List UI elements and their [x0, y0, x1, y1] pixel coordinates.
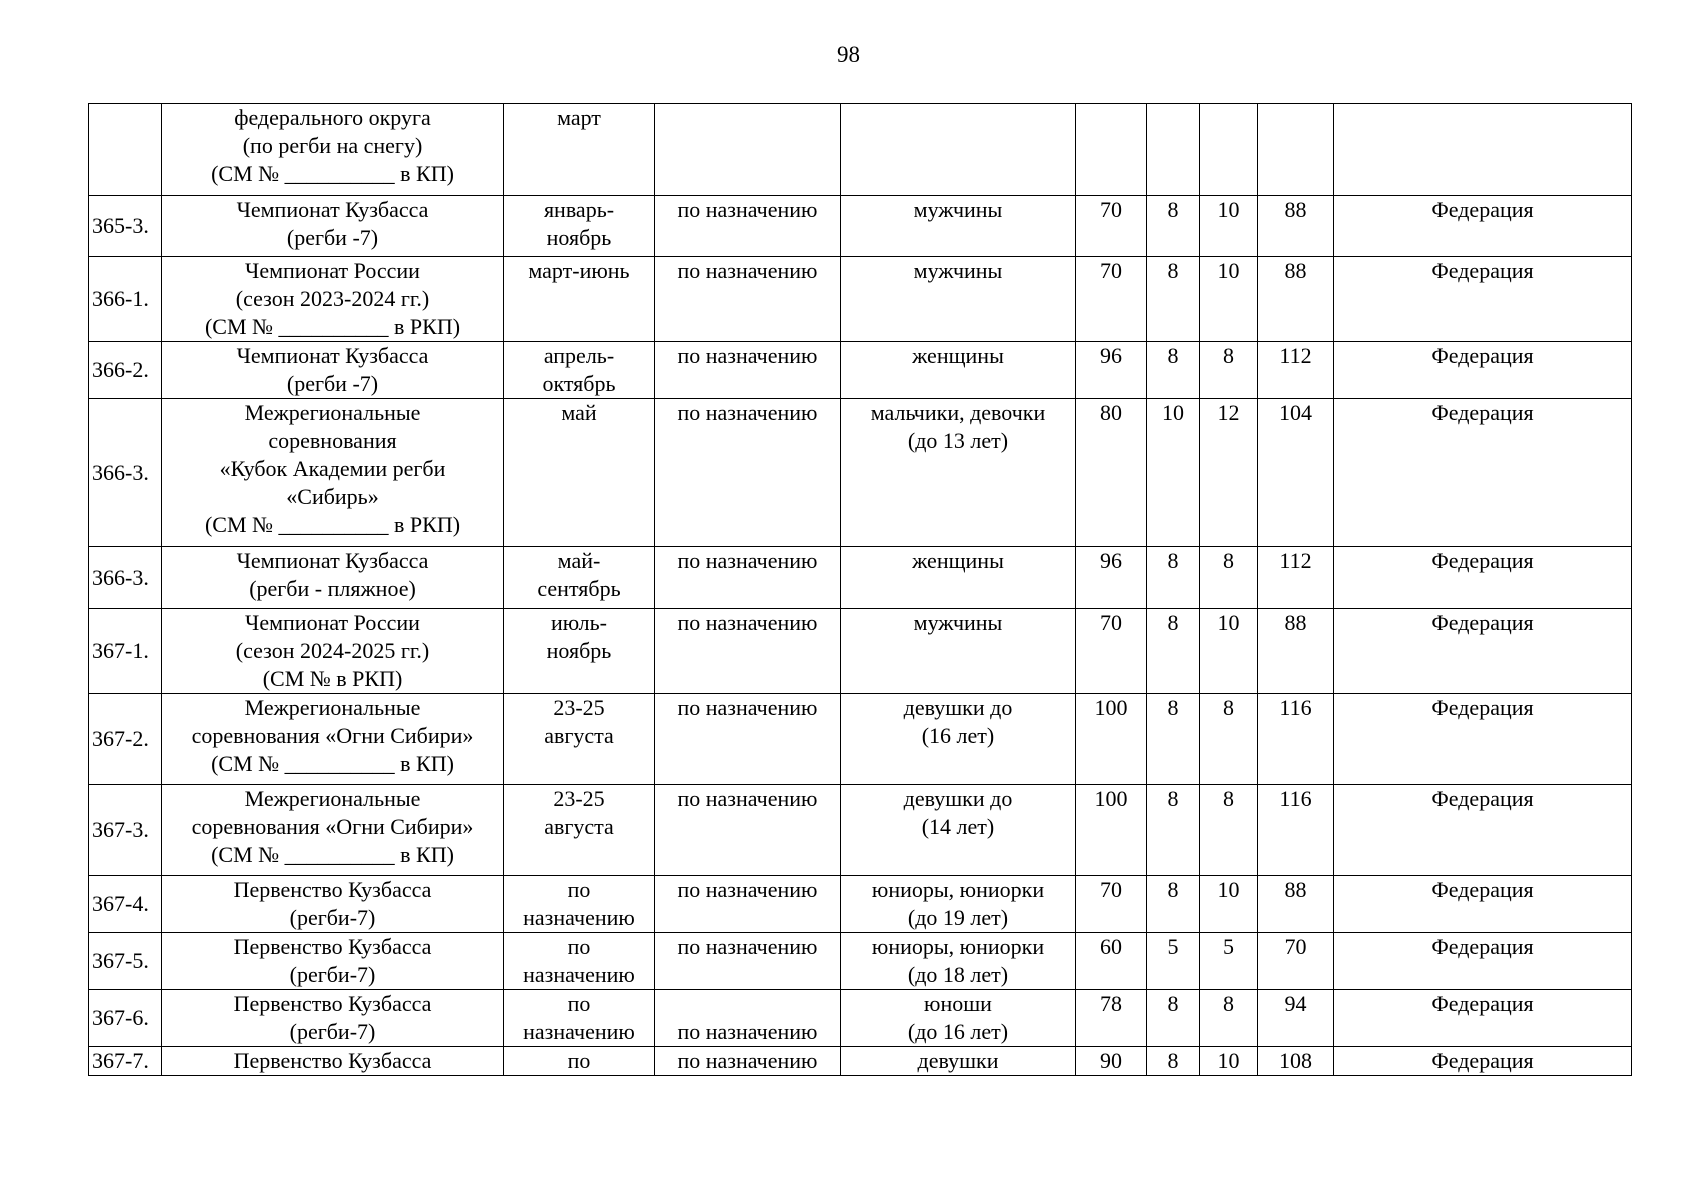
- count-c2: 8: [1147, 1047, 1200, 1076]
- event-dates: [504, 196, 655, 257]
- organizer: Федерация: [1334, 257, 1632, 342]
- table-row: [89, 257, 1632, 342]
- participants: [841, 196, 1076, 257]
- count-c1: 70: [1076, 196, 1147, 257]
- count-c2: 10: [1147, 399, 1200, 547]
- page-number: 98: [837, 42, 860, 67]
- cell-line: девушки до: [903, 786, 1013, 811]
- event-place: по назначению: [655, 196, 841, 257]
- cell-line: назначению: [523, 905, 635, 930]
- cell-line: девушки до: [903, 695, 1013, 720]
- cell-line: (СМ № __________ в КП): [211, 751, 454, 776]
- cell-line: (регби -7): [286, 225, 379, 250]
- cell-line: (СМ № __________ в РКП): [204, 314, 461, 339]
- row-number: 366-3.: [89, 399, 162, 547]
- participants: [841, 104, 1076, 196]
- table-row: [89, 990, 1632, 1047]
- table-row: [89, 876, 1632, 933]
- event-dates: [504, 1047, 655, 1076]
- organizer: [1334, 104, 1632, 196]
- event-place: по назначению: [655, 399, 841, 547]
- cell-line: май-: [557, 548, 601, 573]
- count-c1: 90: [1076, 1047, 1147, 1076]
- cell-line: юноши: [924, 991, 992, 1016]
- event-place: [655, 104, 841, 196]
- event-name: [162, 547, 504, 609]
- organizer: Федерация: [1334, 876, 1632, 933]
- cell-line: октябрь: [542, 371, 616, 396]
- count-c2: 8: [1147, 609, 1200, 694]
- table-row: [89, 104, 1632, 196]
- cell-line: 23-25: [553, 786, 605, 811]
- count-c2: 8: [1147, 785, 1200, 876]
- count-c2: 8: [1147, 257, 1200, 342]
- cell-line: март: [557, 105, 601, 130]
- event-name: [162, 694, 504, 785]
- event-place: по назначению: [655, 990, 841, 1047]
- event-name: [162, 399, 504, 547]
- event-name: [162, 609, 504, 694]
- row-number: 366-2.: [89, 342, 162, 399]
- table-row: [89, 785, 1632, 876]
- event-name: [162, 104, 504, 196]
- cell-line: мужчины: [913, 258, 1003, 283]
- row-number: 367-7.: [89, 1047, 162, 1076]
- event-dates: [504, 609, 655, 694]
- cell-line: (регби -7): [286, 371, 379, 396]
- event-dates: [504, 257, 655, 342]
- count-c3: 8: [1200, 342, 1258, 399]
- count-c3: 10: [1200, 1047, 1258, 1076]
- count-c1: 78: [1076, 990, 1147, 1047]
- cell-line: «Сибирь»: [286, 484, 379, 509]
- count-c4: 112: [1258, 342, 1334, 399]
- count-c1: 70: [1076, 257, 1147, 342]
- cell-line: по: [567, 1048, 591, 1073]
- participants: [841, 933, 1076, 990]
- participants: [841, 1047, 1076, 1076]
- table-row: [89, 1047, 1632, 1076]
- count-c3: 10: [1200, 257, 1258, 342]
- event-name: [162, 876, 504, 933]
- participants: [841, 876, 1076, 933]
- table-row: [89, 609, 1632, 694]
- count-c2: 8: [1147, 876, 1200, 933]
- event-place: по назначению: [655, 1047, 841, 1076]
- count-c4: 112: [1258, 547, 1334, 609]
- cell-line: сентябрь: [537, 576, 621, 601]
- cell-line: назначению: [523, 1019, 635, 1044]
- count-c4: 88: [1258, 609, 1334, 694]
- participants: [841, 342, 1076, 399]
- cell-line: (16 лет): [921, 723, 995, 748]
- count-c3: 10: [1200, 196, 1258, 257]
- cell-line: (регби-7): [289, 962, 376, 987]
- cell-line: мальчики, девочки: [870, 400, 1046, 425]
- organizer: Федерация: [1334, 196, 1632, 257]
- event-place: по назначению: [655, 785, 841, 876]
- event-dates: [504, 399, 655, 547]
- cell-line: (до 19 лет): [907, 905, 1009, 930]
- participants: [841, 547, 1076, 609]
- event-dates: [504, 876, 655, 933]
- count-c3: 8: [1200, 990, 1258, 1047]
- table-body: [89, 104, 1632, 1076]
- events-table: [88, 103, 1632, 1076]
- cell-line: (сезон 2023-2024 гг.): [235, 286, 430, 311]
- organizer: Федерация: [1334, 990, 1632, 1047]
- cell-line: (регби - пляжное): [249, 576, 416, 601]
- count-c3: 8: [1200, 694, 1258, 785]
- event-dates: [504, 104, 655, 196]
- row-number: 366-1.: [89, 257, 162, 342]
- event-place: по назначению: [655, 257, 841, 342]
- table-row: [89, 399, 1632, 547]
- cell-line: (до 16 лет): [907, 1019, 1009, 1044]
- count-c4: 88: [1258, 257, 1334, 342]
- cell-line: (СМ № в РКП): [262, 666, 403, 691]
- event-name: [162, 342, 504, 399]
- cell-line: (СМ № __________ в КП): [211, 161, 454, 186]
- event-place: по назначению: [655, 342, 841, 399]
- cell-line: Межрегиональные: [244, 786, 421, 811]
- cell-line: (14 лет): [921, 814, 995, 839]
- cell-line: девушки: [917, 1048, 999, 1073]
- participants: [841, 785, 1076, 876]
- count-c4: 116: [1258, 785, 1334, 876]
- cell-line: (регби-7): [289, 905, 376, 930]
- cell-line: Чемпионат Кузбасса: [236, 548, 429, 573]
- count-c3: 12: [1200, 399, 1258, 547]
- cell-line: Чемпионат России: [245, 610, 420, 635]
- cell-line: августа: [544, 723, 614, 748]
- count-c4: 104: [1258, 399, 1334, 547]
- participants: [841, 399, 1076, 547]
- count-c1: 100: [1076, 785, 1147, 876]
- table-row: [89, 342, 1632, 399]
- cell-line: по: [567, 934, 591, 959]
- cell-line: по: [567, 877, 591, 902]
- cell-line: июль-: [551, 610, 607, 635]
- cell-line: женщины: [912, 548, 1004, 573]
- table-row: [89, 933, 1632, 990]
- event-dates: [504, 990, 655, 1047]
- count-c2: 8: [1147, 694, 1200, 785]
- count-c3: 10: [1200, 609, 1258, 694]
- cell-line: (СМ № __________ в РКП): [204, 512, 461, 537]
- row-number: 367-6.: [89, 990, 162, 1047]
- cell-line: январь-: [543, 197, 615, 222]
- count-c1: 100: [1076, 694, 1147, 785]
- organizer: Федерация: [1334, 547, 1632, 609]
- cell-line: Первенство Кузбасса: [233, 991, 432, 1016]
- count-c4: 116: [1258, 694, 1334, 785]
- table-row: [89, 547, 1632, 609]
- cell-line: юниоры, юниорки: [871, 877, 1045, 902]
- cell-line: апрель-: [543, 343, 615, 368]
- count-c4: 88: [1258, 196, 1334, 257]
- row-number: 367-3.: [89, 785, 162, 876]
- count-c1: 70: [1076, 876, 1147, 933]
- count-c1: 96: [1076, 342, 1147, 399]
- organizer: Федерация: [1334, 785, 1632, 876]
- count-c2: 8: [1147, 342, 1200, 399]
- count-c4: 88: [1258, 876, 1334, 933]
- cell-line: март-июнь: [528, 258, 630, 283]
- cell-line: Первенство Кузбасса: [233, 877, 432, 902]
- event-place: по назначению: [655, 609, 841, 694]
- count-c3: 5: [1200, 933, 1258, 990]
- cell-line: федерального округа: [234, 105, 431, 130]
- participants: [841, 609, 1076, 694]
- count-c1: [1076, 104, 1147, 196]
- cell-line: мужчины: [913, 197, 1003, 222]
- cell-line: 23-25: [553, 695, 605, 720]
- row-number: 367-5.: [89, 933, 162, 990]
- row-number: [89, 104, 162, 196]
- count-c2: 8: [1147, 547, 1200, 609]
- count-c4: 108: [1258, 1047, 1334, 1076]
- cell-line: (по регби на снегу): [242, 133, 423, 158]
- event-dates: [504, 342, 655, 399]
- count-c3: 8: [1200, 547, 1258, 609]
- cell-line: соревнования «Огни Сибири»: [191, 814, 474, 839]
- cell-line: Первенство Кузбасса: [233, 934, 432, 959]
- cell-line: (регби-7): [289, 1019, 376, 1044]
- cell-line: ноябрь: [546, 225, 612, 250]
- count-c2: [1147, 104, 1200, 196]
- cell-line: по: [567, 991, 591, 1016]
- cell-line: (до 18 лет): [907, 962, 1009, 987]
- count-c1: 80: [1076, 399, 1147, 547]
- count-c2: 8: [1147, 196, 1200, 257]
- event-name: [162, 933, 504, 990]
- count-c3: 10: [1200, 876, 1258, 933]
- row-number: 365-3.: [89, 196, 162, 257]
- cell-line: (до 13 лет): [907, 428, 1009, 453]
- cell-line: май: [561, 400, 597, 425]
- cell-line: юниоры, юниорки: [871, 934, 1045, 959]
- organizer: Федерация: [1334, 1047, 1632, 1076]
- event-name: [162, 1047, 504, 1076]
- cell-line: Чемпионат России: [245, 258, 420, 283]
- count-c1: 60: [1076, 933, 1147, 990]
- count-c2: 8: [1147, 990, 1200, 1047]
- row-number: 367-2.: [89, 694, 162, 785]
- cell-line: соревнования «Огни Сибири»: [191, 723, 474, 748]
- cell-line: Межрегиональные: [244, 695, 421, 720]
- event-dates: [504, 933, 655, 990]
- count-c3: [1200, 104, 1258, 196]
- count-c1: 70: [1076, 609, 1147, 694]
- cell-line: Межрегиональные: [244, 400, 421, 425]
- count-c2: 5: [1147, 933, 1200, 990]
- organizer: Федерация: [1334, 933, 1632, 990]
- event-name: [162, 196, 504, 257]
- organizer: Федерация: [1334, 694, 1632, 785]
- event-dates: [504, 547, 655, 609]
- cell-line: «Кубок Академии регби: [219, 456, 446, 481]
- count-c4: [1258, 104, 1334, 196]
- count-c1: 96: [1076, 547, 1147, 609]
- row-number: 366-3.: [89, 547, 162, 609]
- cell-line: соревнования: [268, 428, 397, 453]
- cell-line: мужчины: [913, 610, 1003, 635]
- count-c4: 70: [1258, 933, 1334, 990]
- cell-line: ноябрь: [546, 638, 612, 663]
- table-row: [89, 196, 1632, 257]
- organizer: Федерация: [1334, 342, 1632, 399]
- event-place: по назначению: [655, 694, 841, 785]
- cell-line: августа: [544, 814, 614, 839]
- event-dates: [504, 785, 655, 876]
- count-c4: 94: [1258, 990, 1334, 1047]
- event-place: по назначению: [655, 933, 841, 990]
- cell-line: женщины: [912, 343, 1004, 368]
- row-number: 367-1.: [89, 609, 162, 694]
- participants: [841, 257, 1076, 342]
- organizer: Федерация: [1334, 609, 1632, 694]
- event-place: по назначению: [655, 876, 841, 933]
- event-name: [162, 257, 504, 342]
- organizer: Федерация: [1334, 399, 1632, 547]
- event-place: по назначению: [655, 547, 841, 609]
- participants: [841, 694, 1076, 785]
- participants: [841, 990, 1076, 1047]
- cell-line: Чемпионат Кузбасса: [236, 197, 429, 222]
- cell-line: назначению: [523, 962, 635, 987]
- cell-line: (сезон 2024-2025 гг.): [235, 638, 430, 663]
- event-dates: [504, 694, 655, 785]
- row-number: 367-4.: [89, 876, 162, 933]
- cell-line: Первенство Кузбасса: [233, 1048, 432, 1073]
- cell-line: Чемпионат Кузбасса: [236, 343, 429, 368]
- cell-line: (СМ № __________ в КП): [211, 842, 454, 867]
- event-name: [162, 990, 504, 1047]
- event-name: [162, 785, 504, 876]
- count-c3: 8: [1200, 785, 1258, 876]
- table-row: [89, 694, 1632, 785]
